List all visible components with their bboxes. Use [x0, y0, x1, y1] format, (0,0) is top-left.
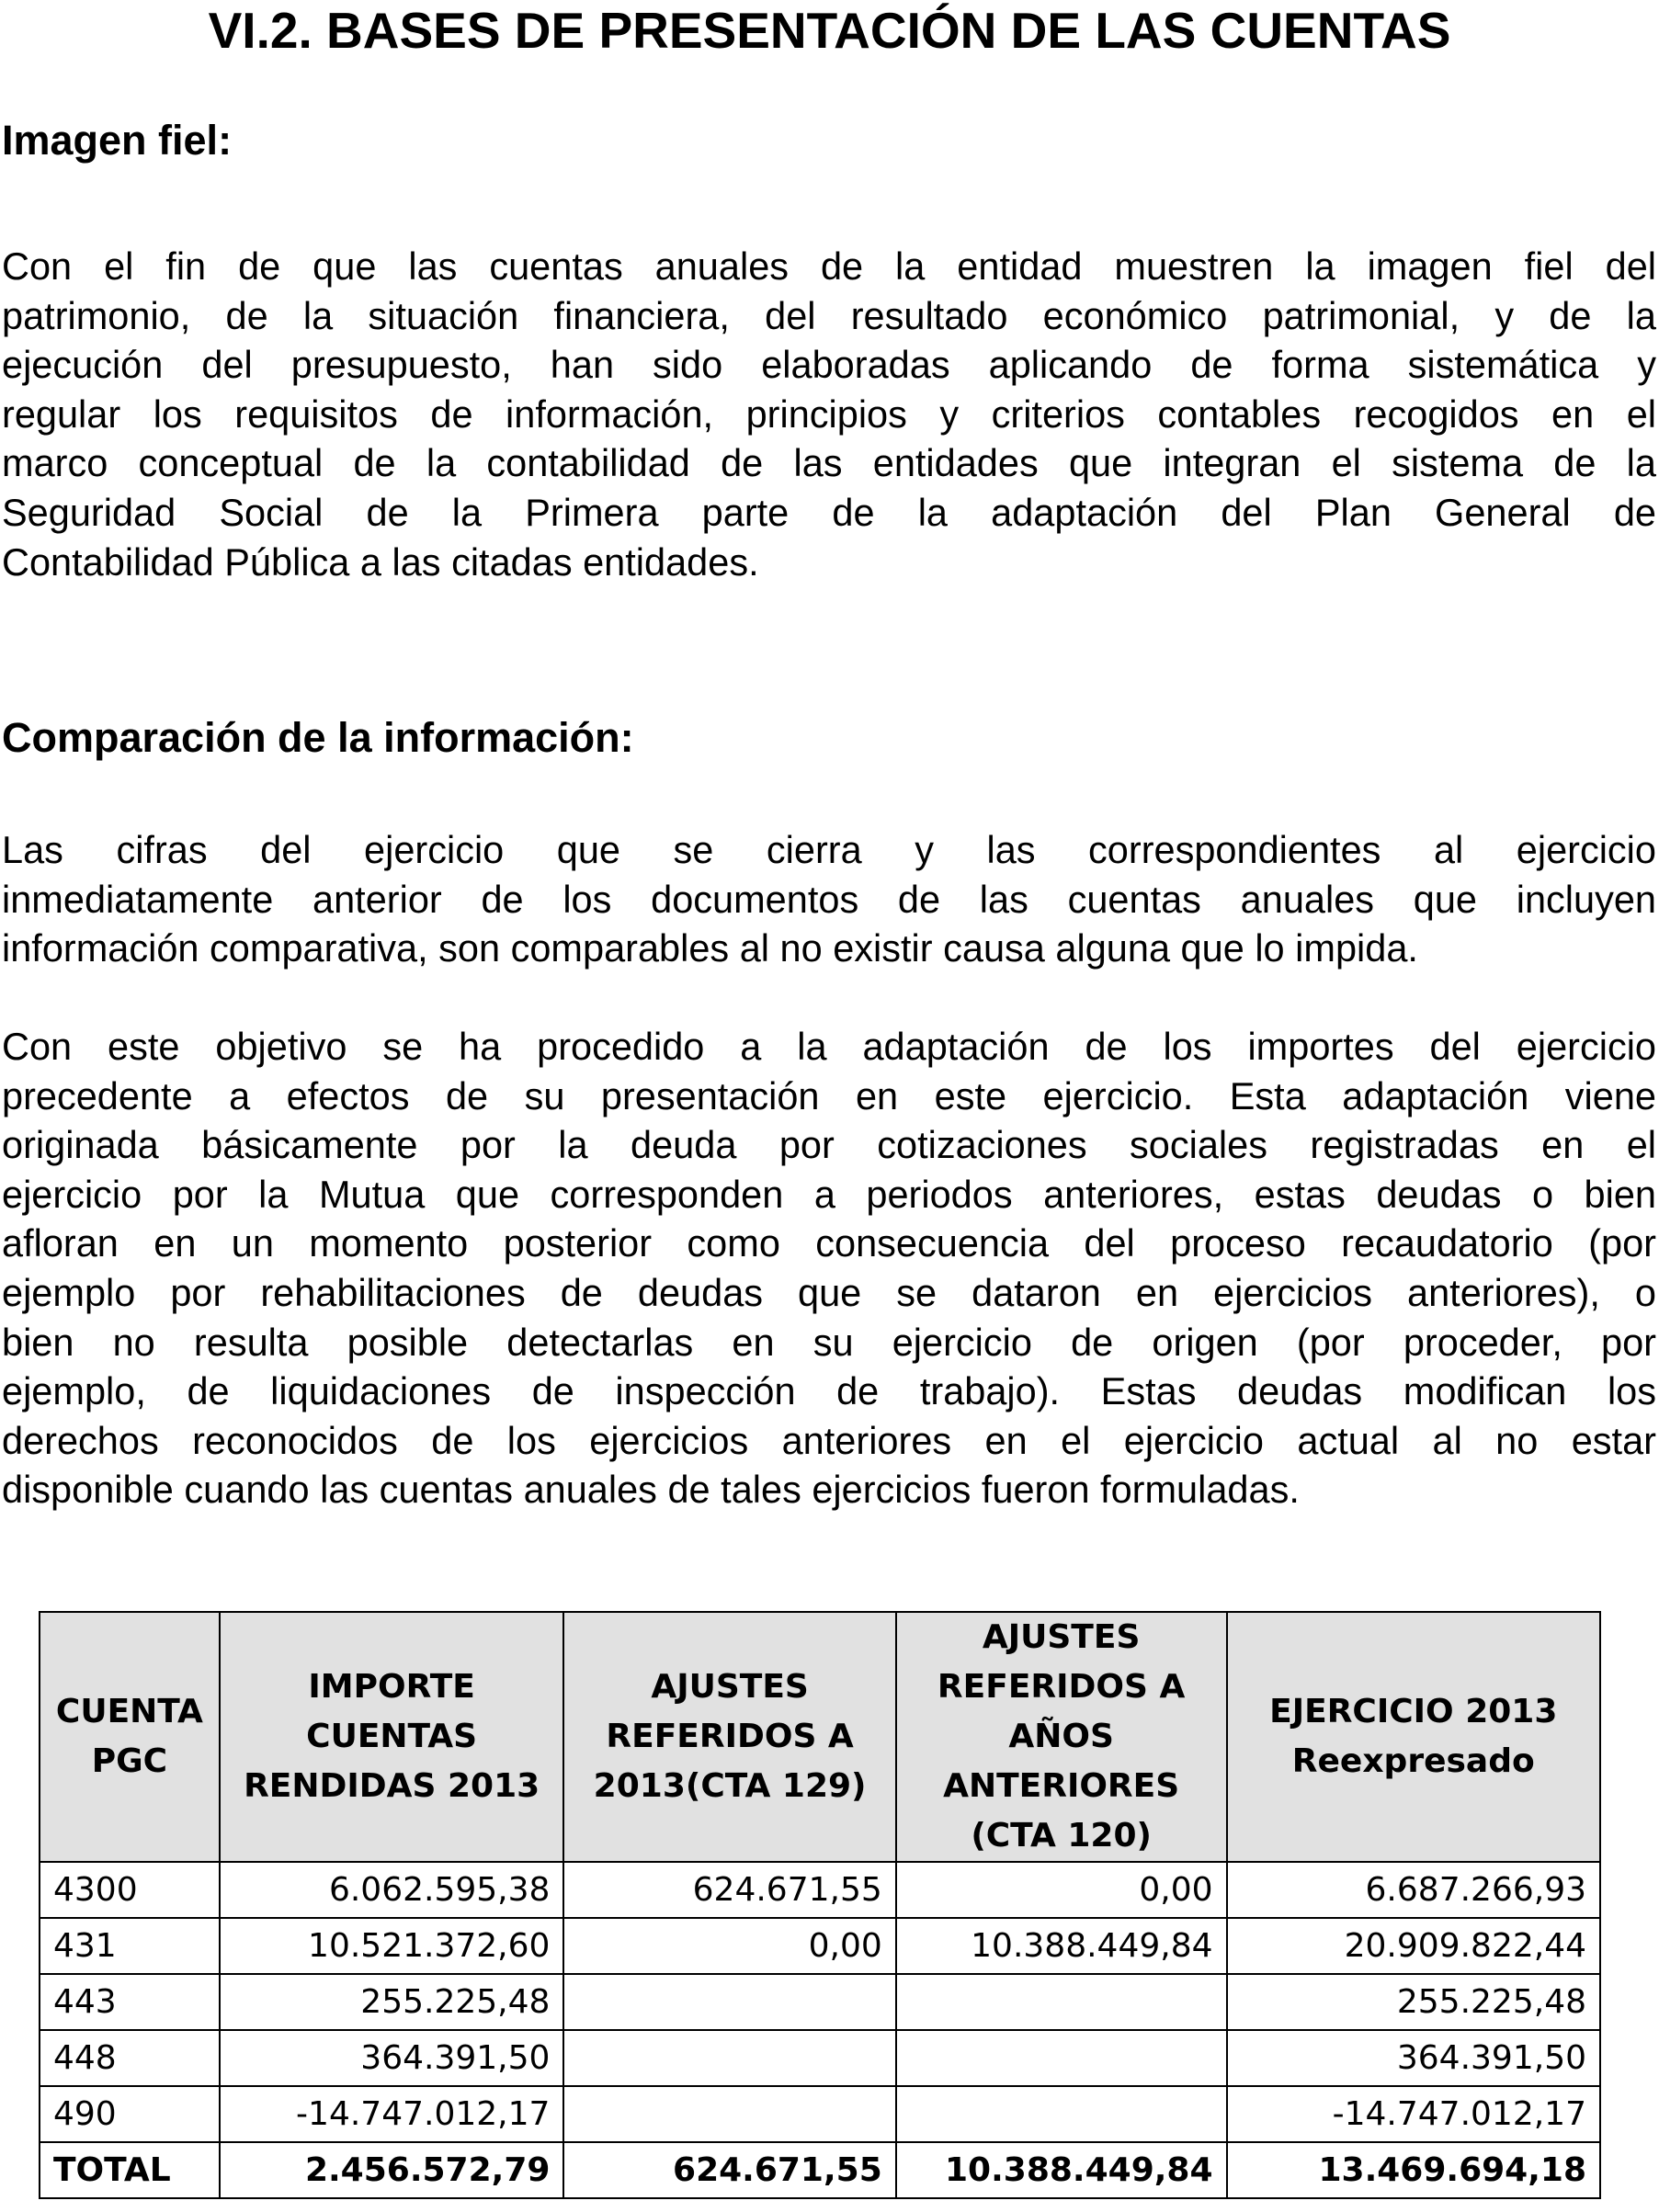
cell-importe: 6.062.595,38	[220, 1862, 564, 1918]
paragraph-line: ejecución del presupuesto, han sido elaboradas aplicando de forma sistemática y	[2, 343, 1656, 387]
paragraph-line: inmediatamente anterior de los documentos de las cuentas anuales que incluyen	[2, 877, 1656, 921]
paragraph-line: derechos reconocidos de los ejercicios anteriores en el ejercicio actual al no estar	[2, 1418, 1656, 1462]
cell-ajuste-anteriores: 10.388.449,84	[896, 1918, 1227, 1974]
cell-reexpresado: 6.687.266,93	[1227, 1862, 1600, 1918]
paragraph-line: precedente a efectos de su presentación en este ejercicio. Esta adaptación viene	[2, 1073, 1656, 1117]
table-row	[40, 1974, 1600, 2030]
paragraph-line: originada básicamente por la deuda por cotizaciones sociales registradas en el	[2, 1123, 1656, 1167]
cell-ajuste-anteriores	[896, 1974, 1227, 2030]
cell-total-ajuste-anteriores: 10.388.449,84	[896, 2142, 1227, 2198]
table-row	[40, 2030, 1600, 2086]
table-row	[40, 2086, 1600, 2142]
cell-ajuste-2013	[563, 2030, 895, 2086]
header-importe-cuentas-rendidas: IMPORTE CUENTAS RENDIDAS 2013	[220, 1612, 564, 1862]
cell-account: 431	[40, 1918, 220, 1974]
cell-ajuste-anteriores	[896, 2030, 1227, 2086]
cell-ajuste-2013: 624.671,55	[563, 1862, 895, 1918]
paragraph-line: ejemplo por rehabilitaciones de deudas que se dataron en ejercicios anteriores), o	[2, 1270, 1656, 1314]
paragraph-line: Contabilidad Pública a las citadas entidades.	[2, 539, 759, 584]
cell-ajuste-anteriores	[896, 2086, 1227, 2142]
paragraph-line: ejemplo, de liquidaciones de inspección de trabajo). Estas deudas modifican los	[2, 1369, 1656, 1413]
table-header-row	[40, 1612, 1600, 1862]
header-cuenta-pgc: CUENTA PGC	[40, 1612, 220, 1862]
cell-total-importe: 2.456.572,79	[220, 2142, 564, 2198]
paragraph-line: marco conceptual de la contabilidad de las entidades que integran el sistema de la	[2, 441, 1656, 485]
cell-importe: 364.391,50	[220, 2030, 564, 2086]
cell-account: 4300	[40, 1862, 220, 1918]
cell-account: 490	[40, 2086, 220, 2142]
table-total-row	[40, 2142, 1600, 2198]
paragraph-line: afloran en un momento posterior como consecuencia del proceso recaudatorio (por	[2, 1221, 1656, 1265]
paragraph-comparacion-1	[2, 825, 1656, 973]
cell-reexpresado: 20.909.822,44	[1227, 1918, 1600, 1974]
table-row	[40, 1918, 1600, 1974]
paragraph-line: disponible cuando las cuentas anuales de tales ejercicios fueron formuladas.	[2, 1468, 1300, 1512]
cell-importe: -14.747.012,17	[220, 2086, 564, 2142]
cell-importe: 10.521.372,60	[220, 1918, 564, 1974]
cell-importe: 255.225,48	[220, 1974, 564, 2030]
paragraph-line: Seguridad Social de la Primera parte de la adaptación del Plan General de	[2, 490, 1656, 534]
page-title: VI.2. BASES DE PRESENTACIÓN DE LAS CUENTAS	[208, 2, 1451, 59]
paragraph-line: patrimonio, de la situación financiera, del resultado económico patrimonial, y de la	[2, 293, 1656, 337]
section-heading-imagen-fiel: Imagen fiel:	[2, 117, 233, 164]
header-ajustes-anos-anteriores: AJUSTES REFERIDOS A AÑOS ANTERIORES (CTA 120)	[896, 1612, 1227, 1862]
paragraph-line: Con este objetivo se ha procedido a la adaptación de los importes del ejercicio	[2, 1025, 1656, 1068]
cell-ajuste-2013: 0,00	[563, 1918, 895, 1974]
paragraph-line: bien no resulta posible detectarlas en su ejercicio de origen (por proceder, por	[2, 1320, 1656, 1364]
paragraph-line: Las cifras del ejercicio que se cierra y las correspondientes al ejercicio	[2, 828, 1656, 871]
cell-account: 443	[40, 1974, 220, 2030]
cell-reexpresado: 255.225,48	[1227, 1974, 1600, 2030]
paragraph-comparacion-2	[2, 1022, 1656, 1514]
cell-reexpresado: 364.391,50	[1227, 2030, 1600, 2086]
paragraph-line: información comparativa, son comparables al no existir causa alguna que lo impida.	[2, 926, 1418, 970]
header-ajustes-2013: AJUSTES REFERIDOS A 2013(CTA 129)	[563, 1612, 895, 1862]
cell-total-reexpresado: 13.469.694,18	[1227, 2142, 1600, 2198]
paragraph-line: ejercicio por la Mutua que corresponden a periodos anteriores, estas deudas o bien	[2, 1172, 1656, 1216]
paragraph-line: regular los requisitos de información, principios y criterios contables recogidos en el	[2, 391, 1656, 436]
cell-total-ajuste-2013: 624.671,55	[563, 2142, 895, 2198]
header-ejercicio-reexpresado: EJERCICIO 2013 Reexpresado	[1227, 1612, 1600, 1862]
cell-account: 448	[40, 2030, 220, 2086]
cell-ajuste-anteriores: 0,00	[896, 1862, 1227, 1918]
paragraph-line: Con el fin de que las cuentas anuales de la entidad muestren la imagen fiel del	[2, 244, 1656, 288]
paragraph-imagen-fiel	[2, 242, 1656, 586]
cell-total-label: TOTAL	[40, 2142, 220, 2198]
cell-reexpresado: -14.747.012,17	[1227, 2086, 1600, 2142]
adjustments-table	[39, 1611, 1601, 2199]
cell-ajuste-2013	[563, 2086, 895, 2142]
table-row	[40, 1862, 1600, 1918]
section-heading-comparacion: Comparación de la información:	[2, 714, 634, 761]
cell-ajuste-2013	[563, 1974, 895, 2030]
